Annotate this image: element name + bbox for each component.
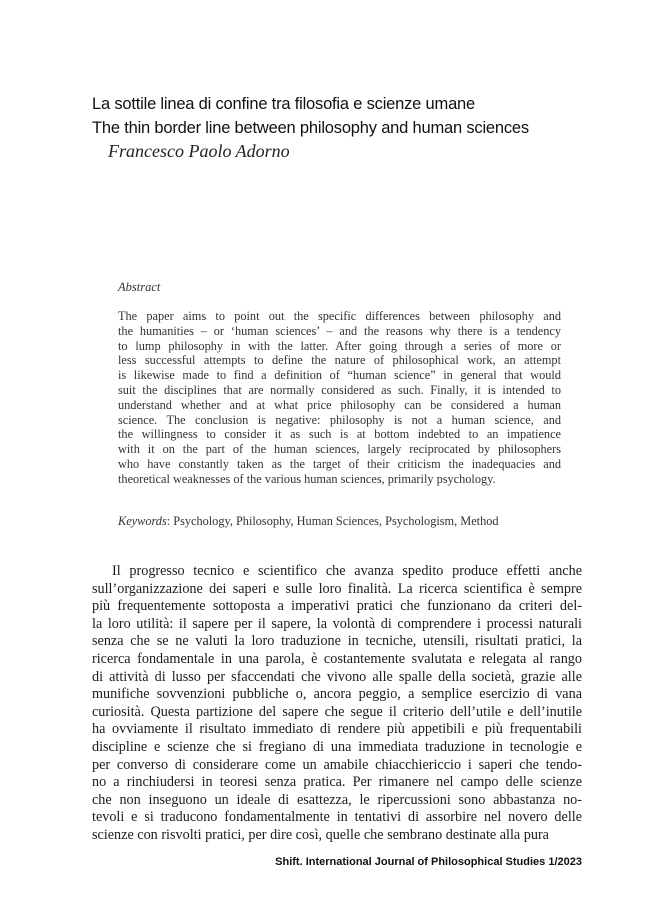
abstract-line: to lump philosophy in with the latter. After going through a series of more or xyxy=(118,338,561,353)
abstract-line: who have constantly taken as the target of their criticism the inadequacies and xyxy=(118,456,561,471)
title-english: The thin border line between philosophy and human sciences xyxy=(92,119,529,137)
abstract-line: science. The conclusion is negative: philosophy is not a human science, and xyxy=(118,412,561,427)
abstract-line: the willingness to consider it as such is at bottom indebted to an impatience xyxy=(118,427,561,442)
body-line: curiosità. Questa partizione del sapere che segue il criterio dell’utile e dell’inutile xyxy=(92,703,582,720)
body-line: no a rinchiudersi in teoresi senza pratica. Per rimanere nel campo delle scienze xyxy=(92,774,582,791)
body-line: scienze con risvolti pratici, per dire così, quelle che sembrano destinate alla pura xyxy=(92,826,549,843)
abstract-line: less successful attempts to define the nature of philosophical work, an attempt xyxy=(118,353,561,368)
body-line: che non inseguono un ideale di esattezza, le ripercussioni sono abbastanza no- xyxy=(92,791,582,808)
keywords-label: Keywords xyxy=(118,514,167,528)
body-line: sull’organizzazione dei saperi e sulle loro finalità. La ricerca scientifica è sempre xyxy=(92,580,582,597)
abstract-line: with it on the part of the human sciences, largely reciprocated by philosophers xyxy=(118,442,561,457)
abstract-text xyxy=(118,309,561,487)
body-line: discipline e scienze che si fregiano di una immediata traduzione in tecnologie e xyxy=(92,738,582,755)
journal-footer: Shift. International Journal of Philosophical Studies 1/2023 xyxy=(275,856,582,868)
body-line: ricerca fondamentale in una parola, è costantemente svalutata e relegata al rango xyxy=(92,650,582,667)
body-line: ha ovviamente il risultato immediato di rendere più appetibili e più frequentabili xyxy=(92,721,582,738)
abstract-line: is likewise made to find a definition of “human science” in general that would xyxy=(118,368,561,383)
body-text xyxy=(92,563,582,845)
body-line: più frequentemente sottoposta a imperativi pratici che funzionano da criteri del- xyxy=(92,598,582,615)
keywords-list: : Psychology, Philosophy, Human Sciences, Psychologism, Method xyxy=(166,514,499,528)
abstract-line: the humanities – or ‘human sciences’ – and the reasons why there is a tendency xyxy=(118,323,561,338)
abstract-heading: Abstract xyxy=(118,280,161,294)
body-line: di attività di lusso per sfaccendati che vivono alle spalle della società, grazie alle xyxy=(92,668,582,685)
body-line: per converso di considerare come un amabile chiacchiericcio i saperi che tendo- xyxy=(92,756,582,773)
body-line: munifiche sovvenzioni pubbliche o, ancora peggio, a semplice esercizio di vana xyxy=(92,686,582,703)
body-line: tevoli e si traducono fondamentalmente in tentativi di assorbire nel novero delle xyxy=(92,809,582,826)
abstract-line: The paper aims to point out the specific differences between philosophy and xyxy=(118,309,561,323)
body-line: Il progresso tecnico e scientifico che avanza spedito produce effetti anche xyxy=(112,563,582,579)
title-block xyxy=(92,92,612,140)
keywords-line xyxy=(118,514,561,529)
abstract-line: suit the disciplines that are normally considered as such. Finally, it is intended to xyxy=(118,382,561,397)
author-name: Francesco Paolo Adorno xyxy=(108,141,290,161)
body-line: la loro utilità: il sapere per il sapere, la volontà di comprendere i processi naturali xyxy=(92,615,582,632)
abstract-line: theoretical weaknesses of the various human sciences, primarily psychology. xyxy=(118,471,496,486)
body-line: senza che se ne valuti la loro traduzione in tecniche, utensili, risultati pratici, la xyxy=(92,633,582,650)
abstract-line: understand whether and at what price philosophy can be considered a human xyxy=(118,397,561,412)
title-italian: La sottile linea di confine tra filosofia e scienze umane xyxy=(92,95,475,113)
